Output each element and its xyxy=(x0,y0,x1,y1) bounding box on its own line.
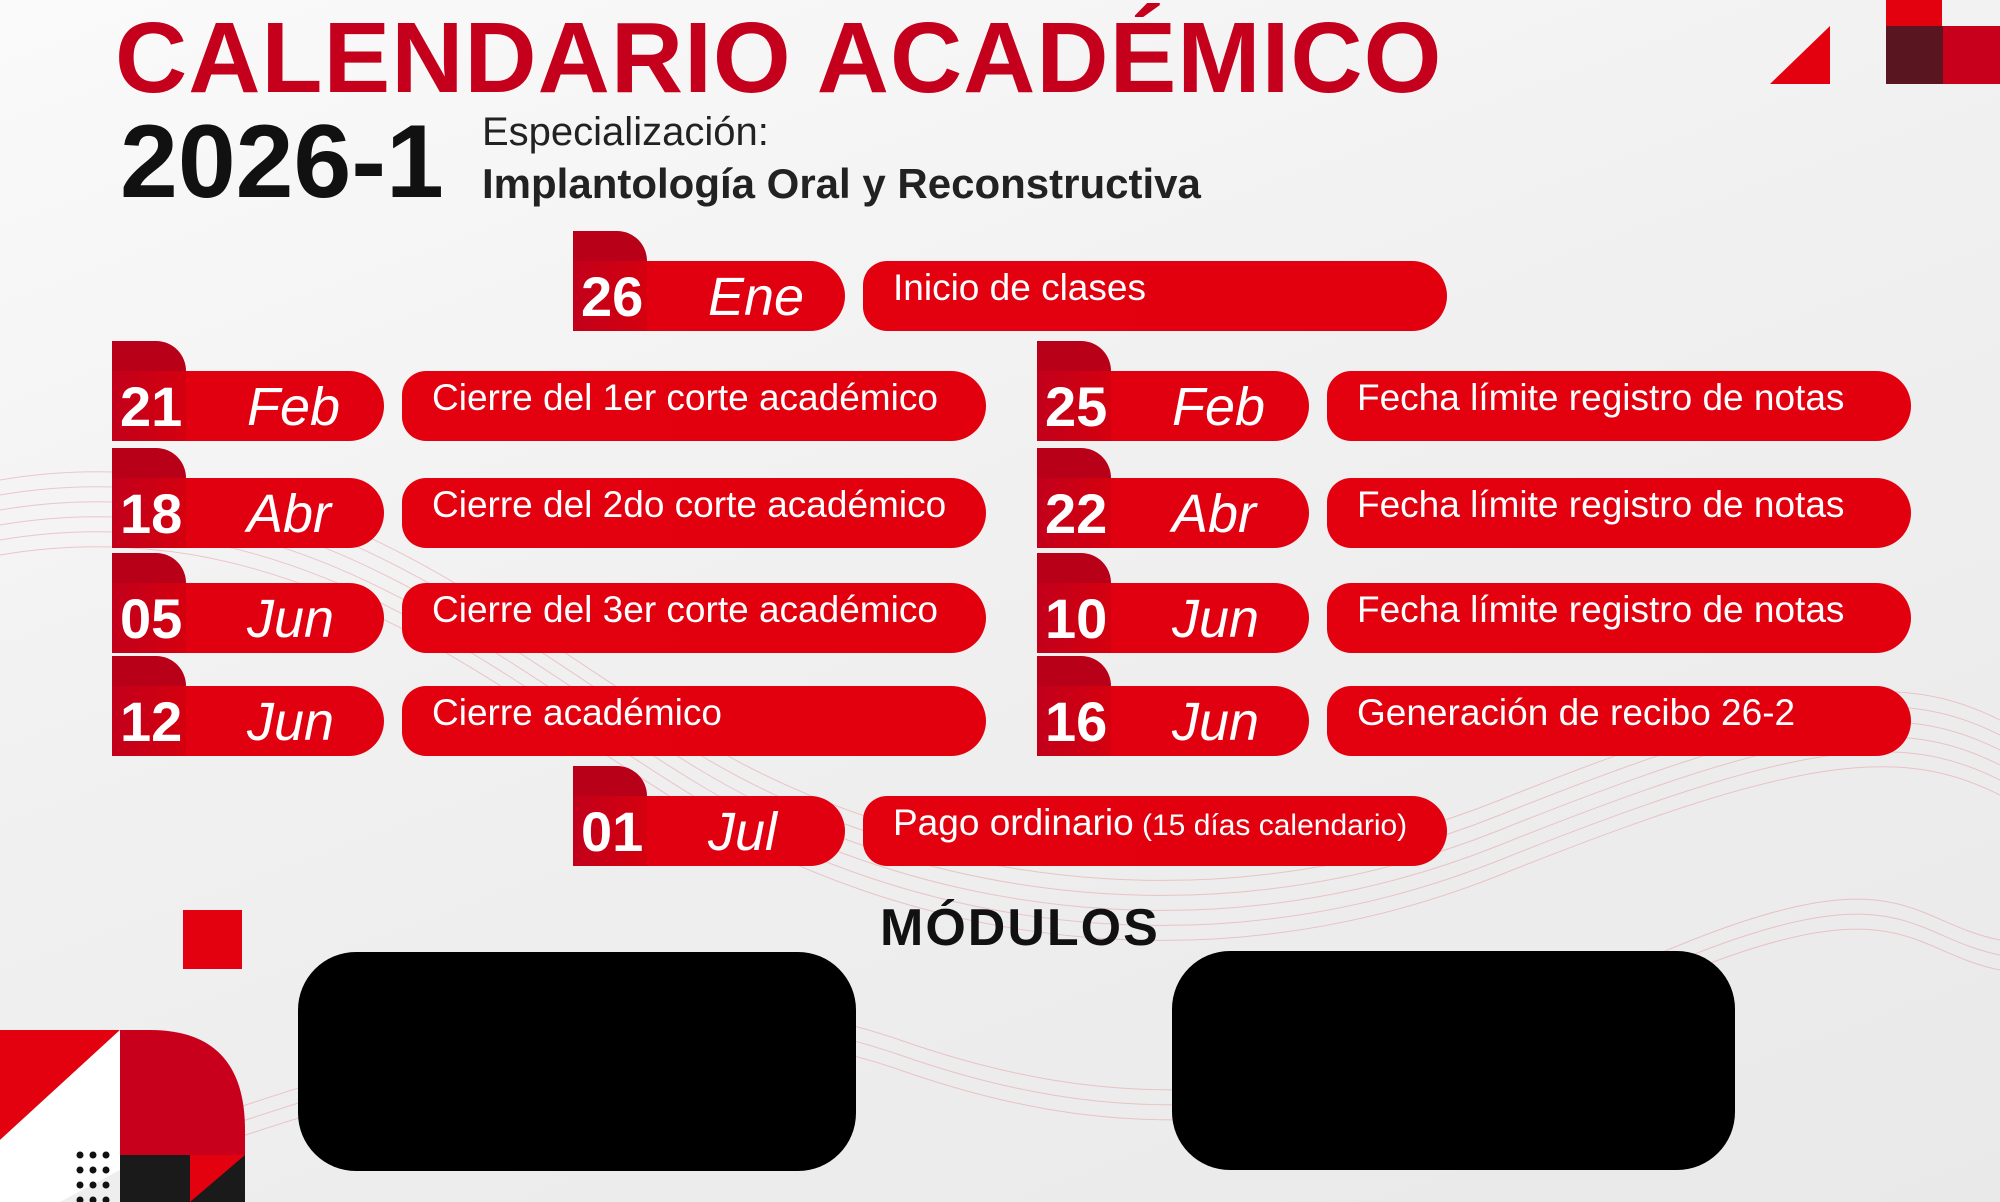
event-month: Jun xyxy=(1172,692,1260,752)
module-dates: marzo 16 al 21 xyxy=(435,1101,746,1152)
modules-title: MÓDULOS xyxy=(880,899,1160,957)
event-description xyxy=(402,478,986,548)
event-day: 10 xyxy=(1045,587,1108,650)
event-day: 25 xyxy=(1045,375,1108,438)
event-text: Cierre del 3er corte académico xyxy=(432,589,938,630)
module-number: 2: xyxy=(395,1030,436,1081)
corner-square-decoration xyxy=(1886,0,2000,84)
event-day: 22 xyxy=(1045,482,1108,545)
event-date xyxy=(573,796,845,866)
event-description xyxy=(1327,371,1911,441)
event-description xyxy=(1327,686,1911,756)
event-description xyxy=(863,796,1447,866)
module-dates: abril 13 al 18 xyxy=(1322,958,1593,1009)
event-day: 16 xyxy=(1045,690,1108,753)
event-date xyxy=(112,583,384,653)
module-number: 1: xyxy=(395,958,436,1009)
module-item xyxy=(395,958,735,1010)
event-text: Fecha límite registro de notas xyxy=(1357,377,1845,418)
module-dates: febrero 16 al 21 xyxy=(435,1030,763,1081)
event-note: (15 días calendario) xyxy=(1133,809,1408,842)
program-name: Implantología Oral y Reconstructiva xyxy=(482,160,1201,207)
module-number: 6: xyxy=(1282,1096,1323,1147)
corner-triangle-decoration xyxy=(1770,26,1830,84)
event-description xyxy=(1327,478,1911,548)
event-description xyxy=(1327,583,1911,653)
event-text: Pago ordinario xyxy=(893,802,1134,843)
corner-shapes-decoration xyxy=(0,1030,245,1202)
event-text: Cierre del 1er corte académico xyxy=(432,377,938,418)
event-text: Cierre académico xyxy=(432,692,722,733)
module-number: 5: xyxy=(1282,1025,1323,1076)
specialization-label: Especialización: xyxy=(482,110,769,154)
event-day: 26 xyxy=(581,265,644,328)
event-description xyxy=(863,261,1447,331)
module-item xyxy=(1282,958,1592,1010)
event-date xyxy=(112,686,384,756)
module-item xyxy=(1282,1025,1614,1077)
module-item xyxy=(395,1101,745,1153)
event-description xyxy=(402,583,986,653)
module-dates: junio 01 al 06 xyxy=(1322,1096,1603,1147)
date-tab-decoration xyxy=(112,341,186,371)
event-month: Jul xyxy=(708,802,778,862)
event-text: Inicio de clases xyxy=(893,267,1146,308)
event-month: Jun xyxy=(247,589,335,649)
red-square-decoration xyxy=(183,910,242,969)
module-number: 4: xyxy=(1282,958,1323,1009)
page-title: CALENDARIO ACADÉMICO xyxy=(115,2,1443,114)
event-month: Feb xyxy=(1172,377,1266,437)
event-month: Jun xyxy=(1172,589,1260,649)
event-text: Generación de recibo 26-2 xyxy=(1357,692,1796,733)
event-month: Feb xyxy=(247,377,341,437)
module-dates: mayo 11 al 16 xyxy=(1322,1025,1614,1076)
event-day: 18 xyxy=(120,482,183,545)
event-day: 21 xyxy=(120,375,183,438)
event-month: Jun xyxy=(247,692,335,752)
module-item xyxy=(1282,1096,1602,1148)
event-date xyxy=(1037,478,1309,548)
event-text: Fecha límite registro de notas xyxy=(1357,484,1845,525)
event-month: Ene xyxy=(708,267,805,327)
event-date xyxy=(112,371,384,441)
event-date xyxy=(1037,371,1309,441)
event-month: Abr xyxy=(1172,484,1257,544)
event-day: 05 xyxy=(120,587,183,650)
event-text: Cierre del 2do corte académico xyxy=(432,484,947,525)
module-number: 3: xyxy=(395,1101,436,1152)
event-day: 12 xyxy=(120,690,183,753)
event-text: Fecha límite registro de notas xyxy=(1357,589,1845,630)
event-month: Abr xyxy=(247,484,332,544)
date-tab-decoration xyxy=(1037,341,1111,371)
event-day: 01 xyxy=(581,800,644,863)
event-description xyxy=(402,686,986,756)
event-date xyxy=(112,478,384,548)
module-item xyxy=(395,1030,763,1082)
module-dates: enero 26 al 31 xyxy=(435,958,736,1009)
event-date xyxy=(1037,686,1309,756)
date-tab-decoration xyxy=(573,231,647,261)
event-date xyxy=(1037,583,1309,653)
academic-year: 2026-1 xyxy=(120,104,444,220)
event-description xyxy=(402,371,986,441)
event-date xyxy=(573,261,845,331)
